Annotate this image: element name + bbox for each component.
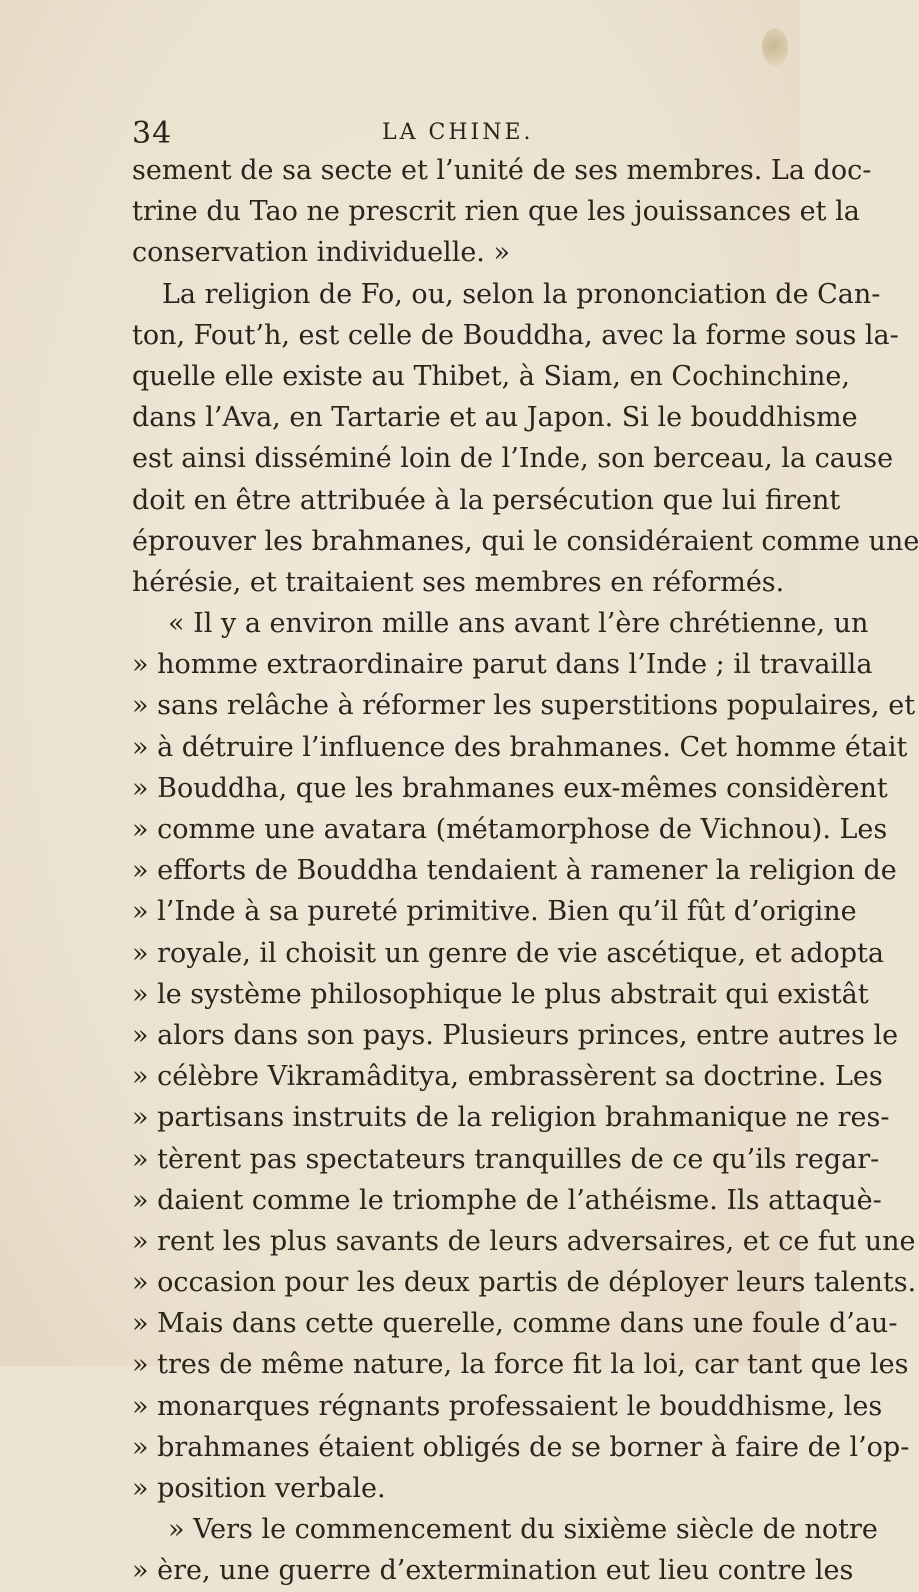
text-line: conservation individuelle. » [132,237,510,269]
quote-line: » monarques régnants professaient le bouddhisme, les [132,1390,883,1422]
quote-line: » rent les plus savants de leurs adversaires, et ce fut une [132,1225,916,1257]
quote-line: » tres de même nature, la force fit la loi, car tant que les [132,1349,909,1381]
quote-line: » à détruire l’influence des brahmanes. Cet homme était [132,731,908,763]
quote-line: » homme extraordinaire parut dans l’Inde ; il travailla [132,649,873,681]
quote-line: » efforts de Bouddha tendaient à ramener la religion de [132,855,897,887]
quote-line: » daient comme le triomphe de l’athéisme. Ils attaquè- [132,1184,882,1216]
text-line: hérésie, et traitaient ses membres en réformés. [132,566,785,598]
quote-line: » partisans instruits de la religion brahmanique ne res- [132,1102,890,1134]
quote-line: » position verbale. [132,1473,386,1504]
text-line: quelle elle existe au Thibet, à Siam, en Cochinchine, [132,360,850,392]
quote-line: » Mais dans cette querelle, comme dans une foule d’au- [132,1308,898,1340]
quote-line: » célèbre Vikramâditya, embrassèrent sa doctrine. Les [132,1061,883,1093]
paragraph-start-line: La religion de Fo, ou, selon la prononciation de Can- [162,278,881,310]
text-line: éprouver les brahmanes, qui le considéraient comme une [132,525,919,557]
quote-line: » Bouddha, que les brahmanes eux-mêmes considèrent [132,772,888,804]
text-line: doit en être attribuée à la persécution que lui firent [132,484,841,516]
text-line: ton, Fout’h, est celle de Bouddha, avec la forme sous la- [132,319,899,351]
paper-stain [762,28,788,66]
quote-line: » royale, il choisit un genre de vie ascétique, et adopta [132,937,884,969]
text-line: trine du Tao ne prescrit rien que les jouissances et la [132,196,860,228]
text-line: sement de sa secte et l’unité de ses membres. La doc- [132,155,872,186]
text-line: est ainsi disséminé loin de l’Inde, son berceau, la cause [132,443,894,475]
quote-line: » occasion pour les deux partis de déployer leurs talents. [132,1267,917,1299]
body-text [132,150,919,1592]
quote-line: » ère, une guerre d’extermination eut lieu contre les [132,1555,854,1587]
quote-line: » tèrent pas spectateurs tranquilles de ce qu’ils regar- [132,1143,880,1175]
quote-line: » l’Inde à sa pureté primitive. Bien qu’il fût d’origine [132,896,857,928]
quote-line: » sans relâche à réformer les superstitions populaires, et [132,690,916,722]
quote-line: » comme une avatara (métamorphose de Vichnou). Les [132,814,888,845]
quote-line: » brahmanes étaient obligés de se borner à faire de l’op- [132,1431,910,1463]
quote-paragraph-start-line: » Vers le commencement du sixième siècle de notre [168,1514,878,1546]
text-line: dans l’Ava, en Tartarie et au Japon. Si le bouddhisme [132,402,858,434]
quote-line: » le système philosophique le plus abstrait qui existât [132,978,869,1010]
page-number: 34 [132,116,173,151]
quote-start-line: « Il y a environ mille ans avant l’ère chrétienne, un [168,608,869,640]
quote-line: » alors dans son pays. Plusieurs princes, entre autres le [132,1019,899,1051]
running-title: LA CHINE. [382,120,534,145]
